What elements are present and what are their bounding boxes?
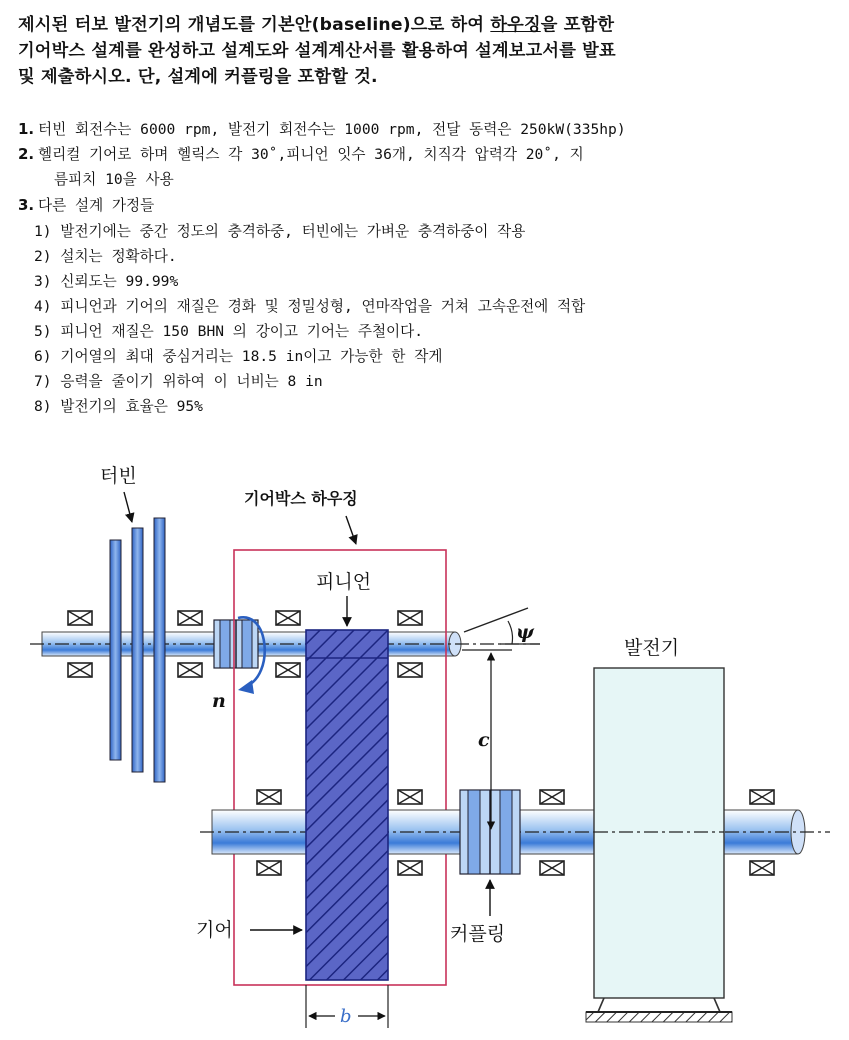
face-width-dimension (306, 985, 388, 1028)
task-line-2: 기어박스 설계를 완성하고 설계도와 설계계산서를 활용하여 설계보고서를 발표 (18, 41, 616, 61)
condition-1: 1. 터빈 회전수는 6000 rpm, 발전기 회전수는 1000 rpm, 전달 동력은 250kW(335hp) (18, 120, 626, 138)
turbine-leader (124, 492, 132, 522)
turbine-shaft (30, 632, 540, 656)
speed-symbol: n (212, 690, 226, 712)
assumption-item: 6) 기어열의 최대 중심거리는 18.5 in이고 가능한 한 작게 (34, 348, 443, 365)
helix-angle-symbol: ψ (516, 621, 534, 643)
assumption-item: 7) 응력을 줄이기 위하여 이 너비는 8 in (34, 373, 323, 390)
generator-body (586, 668, 732, 1022)
assumption-item: 1) 발전기에는 중간 정도의 충격하중, 터빈에는 가벼운 충격하중이 작용 (34, 223, 526, 240)
label-pinion: 피니언 (316, 571, 372, 593)
helix-angle-indicator (464, 608, 540, 644)
label-gearbox-housing: 기어박스 하우징 (244, 489, 358, 508)
task-underlined-housing: 하우징 (490, 15, 541, 35)
gear-body (306, 630, 388, 980)
task-line-1: 제시된 터보 발전기의 개념도를 기본안(baseline)으로 하여 하우징을 포함한 (18, 15, 615, 35)
center-distance-symbol: c (478, 729, 490, 751)
label-coupling: 커플링 (450, 923, 506, 945)
turbo-generator-diagram (0, 440, 849, 1040)
assumption-item: 8) 발전기의 효율은 95% (34, 398, 203, 415)
assumption-item: 3) 신뢰도는 99.99% (34, 273, 179, 290)
housing-leader (346, 516, 356, 544)
turbine-discs (110, 518, 165, 782)
condition-2-continued: 름피치 10을 사용 (54, 171, 174, 188)
condition-2: 2. 헬리컬 기어로 하며 헬릭스 각 30˚,피니언 잇수 36개, 치직각 압력각 20˚, 지 (18, 145, 584, 163)
task-statement (18, 12, 833, 90)
assumption-item: 4) 피니언과 기어의 재질은 경화 및 정밀성형, 연마작업을 거쳐 고속운전에 적합 (34, 298, 586, 315)
turbine-coupling (214, 620, 258, 668)
condition-3: 3. 다른 설계 가정들 (18, 196, 155, 214)
label-gear: 기어 (196, 919, 233, 941)
assumption-item: 2) 설치는 정확하다. (34, 248, 177, 265)
generator-coupling (460, 790, 520, 874)
assumption-item: 5) 피니언 재질은 150 BHN 의 강이고 기어는 주철이다. (34, 323, 424, 340)
label-generator: 발전기 (624, 637, 680, 659)
task-line-3: 및 제출하시오. 단, 설계에 커플링을 포함할 것. (18, 67, 378, 87)
label-turbine: 터빈 (100, 465, 137, 487)
face-width-symbol: b (340, 1006, 352, 1027)
